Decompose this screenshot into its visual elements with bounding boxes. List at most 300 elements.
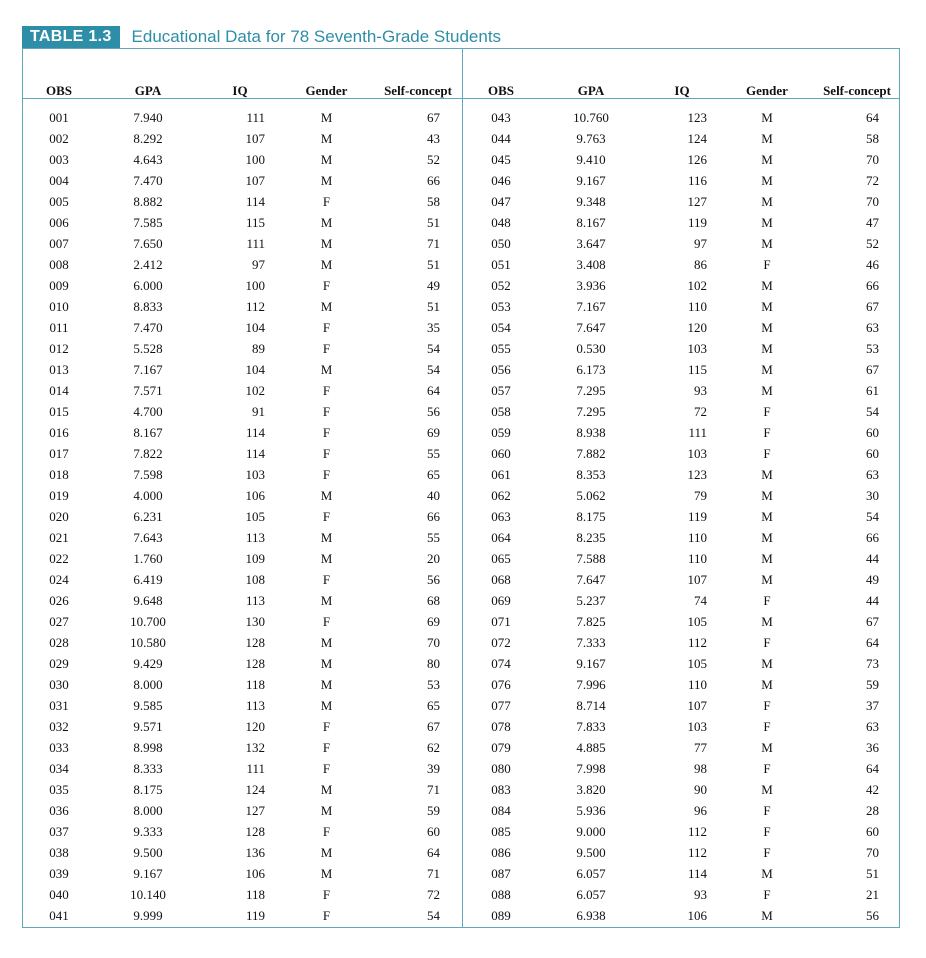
iq-cell: 107 <box>245 131 265 146</box>
self-concept-cell: 54 <box>866 509 879 524</box>
obs-cell: 005 <box>49 194 69 209</box>
gpa-cell: 9.429 <box>133 656 163 671</box>
iq-cell: 118 <box>245 887 265 902</box>
table-row <box>23 737 462 758</box>
gpa-cell: 7.822 <box>133 446 163 461</box>
iq-cell: 102 <box>245 383 265 398</box>
gpa-cell: 9.167 <box>576 656 606 671</box>
gender-cell: F <box>763 446 771 461</box>
iq-cell: 111 <box>688 425 707 440</box>
gender-cell: F <box>322 824 331 839</box>
gpa-cell: 3.936 <box>576 278 606 293</box>
obs-cell: 058 <box>491 404 511 419</box>
iq-cell: 105 <box>245 509 265 524</box>
gender-cell: F <box>322 194 331 209</box>
gpa-cell: 7.588 <box>576 551 606 566</box>
obs-cell: 015 <box>49 404 69 419</box>
self-concept-cell: 70 <box>427 635 440 650</box>
self-concept-cell: 69 <box>427 614 440 629</box>
self-concept-cell: 51 <box>866 866 879 881</box>
iq-cell: 110 <box>687 299 707 314</box>
self-concept-cell: 71 <box>427 782 440 797</box>
iq-cell: 132 <box>245 740 265 755</box>
table-row <box>23 170 462 191</box>
self-concept-cell: 66 <box>866 530 879 545</box>
table-row <box>23 464 462 485</box>
iq-cell: 103 <box>687 719 707 734</box>
gpa-cell: 8.998 <box>133 740 163 755</box>
obs-cell: 046 <box>491 173 511 188</box>
self-concept-cell: 66 <box>427 173 440 188</box>
gender-cell: M <box>761 908 773 923</box>
self-concept-cell: 65 <box>427 467 440 482</box>
gpa-cell: 6.173 <box>576 362 606 377</box>
gpa-cell: 8.292 <box>133 131 163 146</box>
self-concept-cell: 60 <box>866 446 879 461</box>
iq-cell: 86 <box>694 257 707 272</box>
gender-cell: F <box>763 404 771 419</box>
self-concept-cell: 60 <box>866 824 879 839</box>
self-concept-cell: 61 <box>866 383 879 398</box>
self-concept-cell: 72 <box>866 173 879 188</box>
header-self-concept: Self-concept <box>384 83 452 98</box>
gpa-cell: 6.231 <box>133 509 163 524</box>
table-row <box>463 338 901 359</box>
gpa-cell: 6.419 <box>133 572 163 587</box>
obs-cell: 039 <box>49 866 69 881</box>
self-concept-cell: 40 <box>427 488 440 503</box>
obs-cell: 030 <box>49 677 69 692</box>
obs-cell: 001 <box>49 110 69 125</box>
table-row <box>23 275 462 296</box>
gpa-cell: 7.598 <box>133 467 163 482</box>
iq-cell: 90 <box>694 782 707 797</box>
gpa-cell: 9.000 <box>576 824 606 839</box>
obs-cell: 033 <box>49 740 69 755</box>
self-concept-cell: 44 <box>866 551 879 566</box>
gender-cell: M <box>320 173 333 188</box>
obs-cell: 072 <box>491 635 511 650</box>
iq-cell: 119 <box>245 908 265 923</box>
gender-cell: F <box>322 383 331 398</box>
obs-cell: 041 <box>49 908 69 923</box>
table-row <box>463 233 901 254</box>
gender-cell: M <box>320 845 333 860</box>
obs-cell: 051 <box>491 257 511 272</box>
obs-cell: 057 <box>491 383 511 398</box>
self-concept-cell: 55 <box>427 446 440 461</box>
obs-cell: 048 <box>491 215 511 230</box>
gender-cell: F <box>322 467 331 482</box>
table-row <box>23 884 462 905</box>
iq-cell: 111 <box>246 236 265 251</box>
table-row <box>463 758 901 779</box>
self-concept-cell: 64 <box>866 110 879 125</box>
table-row <box>23 779 462 800</box>
iq-cell: 108 <box>245 572 265 587</box>
iq-cell: 115 <box>687 362 707 377</box>
self-concept-cell: 70 <box>866 194 879 209</box>
self-concept-cell: 63 <box>866 467 879 482</box>
gpa-cell: 9.333 <box>133 824 163 839</box>
gender-cell: M <box>761 740 773 755</box>
table-row <box>23 380 462 401</box>
iq-cell: 107 <box>245 173 265 188</box>
gpa-cell: 10.140 <box>130 887 166 902</box>
gender-cell: M <box>320 803 333 818</box>
header-row <box>23 49 462 105</box>
gpa-cell: 8.833 <box>133 299 163 314</box>
table-row <box>463 527 901 548</box>
obs-cell: 083 <box>491 782 511 797</box>
gpa-cell: 7.470 <box>133 320 163 335</box>
iq-cell: 124 <box>687 131 707 146</box>
table-row <box>23 842 462 863</box>
obs-cell: 054 <box>491 320 511 335</box>
gender-cell: F <box>322 761 331 776</box>
self-concept-cell: 52 <box>427 152 440 167</box>
table-row <box>23 128 462 149</box>
iq-cell: 93 <box>694 383 707 398</box>
table-row <box>463 296 901 317</box>
obs-cell: 024 <box>49 572 69 587</box>
iq-cell: 130 <box>245 614 265 629</box>
obs-cell: 065 <box>491 551 511 566</box>
obs-cell: 079 <box>491 740 511 755</box>
header-gpa: GPA <box>577 83 605 98</box>
iq-cell: 105 <box>687 656 707 671</box>
gpa-cell: 10.580 <box>130 635 166 650</box>
self-concept-cell: 67 <box>866 362 879 377</box>
gpa-cell: 7.940 <box>133 110 163 125</box>
gpa-cell: 8.938 <box>576 425 606 440</box>
gender-cell: F <box>322 572 331 587</box>
gender-cell: M <box>320 635 333 650</box>
self-concept-cell: 64 <box>866 761 879 776</box>
gpa-cell: 6.057 <box>576 866 606 881</box>
self-concept-cell: 54 <box>866 404 879 419</box>
self-concept-cell: 51 <box>427 257 440 272</box>
table-row <box>23 254 462 275</box>
gender-cell: M <box>761 152 773 167</box>
self-concept-cell: 30 <box>866 488 879 503</box>
gpa-cell: 7.295 <box>576 404 606 419</box>
gender-cell: M <box>320 110 333 125</box>
obs-cell: 086 <box>491 845 511 860</box>
obs-cell: 013 <box>49 362 69 377</box>
self-concept-cell: 53 <box>427 677 440 692</box>
self-concept-cell: 20 <box>427 551 440 566</box>
obs-cell: 034 <box>49 761 69 776</box>
table-row <box>23 485 462 506</box>
gender-cell: M <box>761 194 773 209</box>
gpa-cell: 6.938 <box>576 908 606 923</box>
iq-cell: 106 <box>245 866 265 881</box>
self-concept-cell: 60 <box>427 824 440 839</box>
self-concept-cell: 63 <box>866 320 879 335</box>
table-row <box>463 716 901 737</box>
gender-cell: M <box>761 656 773 671</box>
gender-cell: M <box>761 173 773 188</box>
table-row <box>463 105 901 128</box>
self-concept-cell: 70 <box>866 845 879 860</box>
gpa-cell: 8.000 <box>133 803 163 818</box>
obs-cell: 014 <box>49 383 69 398</box>
gender-cell: M <box>320 656 333 671</box>
gpa-cell: 8.714 <box>576 698 606 713</box>
gpa-cell: 8.235 <box>576 530 606 545</box>
self-concept-cell: 21 <box>866 887 879 902</box>
obs-cell: 011 <box>49 320 69 335</box>
table-row <box>23 758 462 779</box>
obs-cell: 003 <box>49 152 69 167</box>
table-row <box>23 401 462 422</box>
gpa-cell: 3.408 <box>576 257 606 272</box>
iq-cell: 120 <box>245 719 265 734</box>
iq-cell: 106 <box>245 488 265 503</box>
self-concept-cell: 39 <box>427 761 440 776</box>
obs-cell: 063 <box>491 509 511 524</box>
iq-cell: 100 <box>245 278 265 293</box>
obs-cell: 064 <box>491 530 511 545</box>
iq-cell: 110 <box>687 677 707 692</box>
obs-cell: 053 <box>491 299 511 314</box>
gpa-cell: 9.585 <box>133 698 163 713</box>
self-concept-cell: 65 <box>427 698 440 713</box>
obs-cell: 077 <box>491 698 511 713</box>
gender-cell: M <box>761 362 773 377</box>
obs-cell: 061 <box>491 467 511 482</box>
iq-cell: 114 <box>245 425 265 440</box>
iq-cell: 72 <box>694 404 707 419</box>
gender-cell: F <box>763 257 771 272</box>
gender-cell: F <box>322 719 331 734</box>
gender-cell: F <box>763 761 771 776</box>
self-concept-cell: 67 <box>427 110 440 125</box>
table-row <box>463 380 901 401</box>
self-concept-cell: 71 <box>427 866 440 881</box>
gender-cell: M <box>320 677 333 692</box>
gender-cell: F <box>322 509 331 524</box>
gpa-cell: 0.530 <box>576 341 606 356</box>
self-concept-cell: 59 <box>427 803 440 818</box>
table-row <box>23 233 462 254</box>
self-concept-cell: 73 <box>866 656 879 671</box>
obs-cell: 038 <box>49 845 69 860</box>
gpa-cell: 9.999 <box>133 908 163 923</box>
gpa-cell: 9.763 <box>576 131 606 146</box>
self-concept-cell: 66 <box>427 509 440 524</box>
iq-cell: 97 <box>252 257 265 272</box>
table-row <box>23 695 462 716</box>
table-row <box>23 569 462 590</box>
gender-cell: M <box>320 698 333 713</box>
gender-cell: F <box>322 908 331 923</box>
obs-cell: 040 <box>49 887 69 902</box>
gpa-cell: 5.936 <box>576 803 606 818</box>
iq-cell: 107 <box>687 572 707 587</box>
obs-cell: 016 <box>49 425 69 440</box>
gender-cell: M <box>761 278 773 293</box>
gender-cell: F <box>763 425 771 440</box>
gender-cell: F <box>322 320 331 335</box>
table-row <box>23 149 462 170</box>
table-row <box>23 821 462 842</box>
iq-cell: 103 <box>687 341 707 356</box>
self-concept-cell: 68 <box>427 593 440 608</box>
gender-cell: M <box>761 320 773 335</box>
header-gpa: GPA <box>134 83 162 98</box>
self-concept-cell: 44 <box>866 593 879 608</box>
iq-cell: 116 <box>687 173 707 188</box>
table-row <box>23 611 462 632</box>
table-row <box>463 128 901 149</box>
gpa-cell: 7.585 <box>133 215 163 230</box>
iq-cell: 127 <box>687 194 707 209</box>
table-row <box>463 905 901 926</box>
gpa-cell: 4.885 <box>576 740 606 755</box>
iq-cell: 127 <box>245 803 265 818</box>
iq-cell: 119 <box>687 215 707 230</box>
gpa-cell: 7.650 <box>133 236 163 251</box>
gender-cell: M <box>320 236 333 251</box>
iq-cell: 124 <box>245 782 265 797</box>
self-concept-cell: 67 <box>866 299 879 314</box>
table-row <box>463 779 901 800</box>
gender-cell: M <box>761 614 773 629</box>
gender-cell: M <box>761 131 773 146</box>
gender-cell: M <box>761 110 773 125</box>
table-row <box>23 527 462 548</box>
iq-cell: 91 <box>252 404 265 419</box>
obs-cell: 008 <box>49 257 69 272</box>
self-concept-cell: 35 <box>427 320 440 335</box>
obs-cell: 045 <box>491 152 511 167</box>
obs-cell: 044 <box>491 131 511 146</box>
iq-cell: 103 <box>687 446 707 461</box>
gpa-cell: 9.500 <box>133 845 163 860</box>
gpa-cell: 10.760 <box>573 110 609 125</box>
gpa-cell: 8.167 <box>576 215 606 230</box>
obs-cell: 009 <box>49 278 69 293</box>
table-row <box>463 359 901 380</box>
left-table <box>23 49 462 926</box>
iq-cell: 93 <box>694 887 707 902</box>
iq-cell: 113 <box>245 698 265 713</box>
right-table-body <box>463 105 901 926</box>
table-row <box>463 884 901 905</box>
obs-cell: 032 <box>49 719 69 734</box>
gender-cell: M <box>320 215 333 230</box>
gender-cell: M <box>761 509 773 524</box>
iq-cell: 110 <box>687 551 707 566</box>
iq-cell: 112 <box>687 824 707 839</box>
table-row <box>463 191 901 212</box>
gender-cell: M <box>320 551 333 566</box>
gender-cell: M <box>320 362 333 377</box>
obs-cell: 036 <box>49 803 69 818</box>
gpa-cell: 7.647 <box>576 572 606 587</box>
table-row <box>463 548 901 569</box>
self-concept-cell: 56 <box>427 572 440 587</box>
self-concept-cell: 43 <box>427 131 440 146</box>
iq-cell: 115 <box>245 215 265 230</box>
iq-cell: 105 <box>687 614 707 629</box>
self-concept-cell: 55 <box>427 530 440 545</box>
table-row <box>463 149 901 170</box>
obs-cell: 056 <box>491 362 511 377</box>
gpa-cell: 9.648 <box>133 593 163 608</box>
obs-cell: 047 <box>491 194 511 209</box>
table-row <box>463 170 901 191</box>
gpa-cell: 7.882 <box>576 446 606 461</box>
table-row <box>23 317 462 338</box>
header-iq: IQ <box>674 83 690 98</box>
gender-cell: F <box>322 887 331 902</box>
table-caption <box>22 25 501 49</box>
self-concept-cell: 69 <box>427 425 440 440</box>
gender-cell: M <box>761 299 773 314</box>
gpa-cell: 9.410 <box>576 152 606 167</box>
header-self-concept: Self-concept <box>823 83 891 98</box>
obs-cell: 021 <box>49 530 69 545</box>
table-row <box>23 105 462 128</box>
iq-cell: 97 <box>694 236 707 251</box>
self-concept-cell: 58 <box>866 131 879 146</box>
self-concept-cell: 46 <box>866 257 879 272</box>
table-row <box>23 674 462 695</box>
gender-cell: M <box>761 215 773 230</box>
gender-cell: F <box>322 425 331 440</box>
gender-cell: F <box>763 824 771 839</box>
table-row <box>463 653 901 674</box>
gpa-cell: 7.996 <box>576 677 606 692</box>
iq-cell: 113 <box>245 593 265 608</box>
gender-cell: F <box>322 614 331 629</box>
iq-cell: 104 <box>245 362 265 377</box>
table-row <box>463 590 901 611</box>
self-concept-cell: 64 <box>427 845 440 860</box>
self-concept-cell: 51 <box>427 215 440 230</box>
table-row <box>23 338 462 359</box>
gpa-cell: 7.643 <box>133 530 163 545</box>
table-row <box>23 590 462 611</box>
iq-cell: 112 <box>245 299 265 314</box>
obs-cell: 080 <box>491 761 511 776</box>
iq-cell: 96 <box>694 803 707 818</box>
gpa-cell: 7.833 <box>576 719 606 734</box>
gpa-cell: 9.571 <box>133 719 163 734</box>
gender-cell: F <box>763 698 771 713</box>
table-row <box>463 275 901 296</box>
iq-cell: 126 <box>687 152 707 167</box>
self-concept-cell: 64 <box>427 383 440 398</box>
iq-cell: 98 <box>694 761 707 776</box>
self-concept-cell: 64 <box>866 635 879 650</box>
table-row <box>23 422 462 443</box>
gender-cell: M <box>320 593 333 608</box>
header-obs: OBS <box>45 83 72 98</box>
iq-cell: 103 <box>245 467 265 482</box>
gpa-cell: 6.000 <box>133 278 163 293</box>
self-concept-cell: 66 <box>866 278 879 293</box>
obs-cell: 074 <box>491 656 511 671</box>
gpa-cell: 8.333 <box>133 761 163 776</box>
gender-cell: M <box>320 131 333 146</box>
table-row <box>23 632 462 653</box>
gpa-cell: 9.348 <box>576 194 606 209</box>
table-row <box>23 800 462 821</box>
